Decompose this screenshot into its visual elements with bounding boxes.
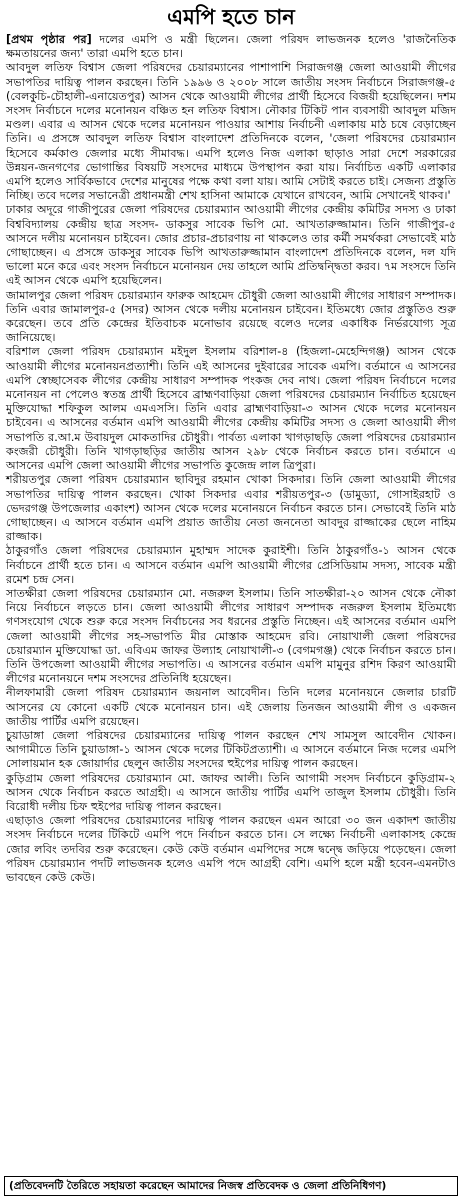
paragraph: বরিশাল জেলা পরিষদ চেয়ারম্যান মইদুল ইসলাম বরিশাল-৪ (হিজলা-মেহেন্দিগঞ্জ) আসন থেকে আওয়ামী লীগের মনোনয়নপ্রত্যাশী। তিনি এই আসনের দুইবারের সাবেক এমপি। বর্তমানে এ আসনের এমপি স্বেচ্ছাসেবক লীগের কেন্দ্রীয় সাধারণ সম্পাদক পংকজ দেব নাথ। জেলা পরিষদ নির্বাচনে দলের মনোনয়ন না পেলেও স্বতন্ত্র প্রার্থী হিসেবে ব্রাহ্মণবাড়িয়া জেলা পরিষদের চেয়ারম্যান নির্বাচিত হয়েছেন মুক্তিযোদ্ধা শফিকুল আলম এমএসসি। তিনি এবার ব্রাহ্মণবাড়িয়া-৩ আসন থেকে দলের মনোনয়ন চাইবেন। এ আসনের বর্তমান এমপি আওয়ামী লীগের কেন্দ্রীয় কমিটির সদস্য ও জেলা আওয়ামী লীগ সভাপতি র.আ.ম উবায়দুল মোকতাদির চৌধুরী। পার্বত্য এলাকা খাগড়াছড়ি জেলা পরিষদের চেয়ারম্যান কংজরী চৌধুরী। তিনি খাগড়াছড়ির জাতীয় আসন ২৯৮ থেকে নির্বাচন করতে চান। বর্তমানে এ আসনের এমপি জেলা আওয়ামী লীগের সভাপতি কুজেন্দ্র লাল ত্রিপুরা। [6, 345, 456, 473]
paragraph: চুয়াডাঙ্গা জেলা পরিষদের চেয়ারম্যানের দায়িত্ব পালন করছেন শেখ সামসুল আবেদীন খোকন। আগামীতে তিনি চুয়াডাঙ্গা-১ আসন থেকে দলের টিকিটপ্রত্যাশী। এ আসনে বর্তমানে নিজ দলের এমপি সোলায়মান হক জোয়ার্দার ছেলুন জাতীয় সংসদের হুইপের দায়িত্ব পালন করছেন। [6, 728, 456, 771]
paragraph-text: দলের এমপি ও মন্ত্রী ছিলেন। জেলা পরিষদ লাভজনক হলেও 'রাজনৈতিক ক্ষমতায়নের জন্য' তারা এমপি হতে চান। [6, 33, 456, 61]
paragraph: সাতক্ষীরা জেলা পরিষদের চেয়ারম্যান মো. নজরুল ইসলাম। তিনি সাতক্ষীরা-২০ আসন থেকে নৌকা নিয়ে নির্বাচনে লড়তে চান। জেলা আওয়ামী লীগের সাধারণ সম্পাদক নজরুল ইসলাম ইতিমধ্যে গণসংযোগ থেকে শুরু করে সংসদ নির্বাচনের সব ধরনের প্রস্তুতি নিচ্ছেন। এই আসনের বর্তমান এমপি জেলা আওয়ামী লীগের সহ-সভাপতি মীর মোস্তাক আহমেদ রবি। নোয়াখালী জেলা পরিষদের চেয়ারম্যান মুক্তিযোদ্ধা ডা. এবিএম জাফর উল্যাহ নোয়াখালী-৩ (বেগমগঞ্জ) থেকে নির্বাচন করতে চান। তিনি উপজেলা আওয়ামী লীগের সভাপতি। এ আসনের বর্তমান এমপি মামুনুর রশিদ কিরণ আওয়ামী লীগের মনোনয়নে দশম সংসদের প্রতিনিধি হয়েছেন। [6, 586, 456, 686]
paragraph: নীলফামারী জেলা পরিষদ চেয়ারম্যান জয়নাল আবেদীন। তিনি দলের মনোনয়নে জেলার চারটি আসনের যে কোনো একটি থেকে মনোনয়ন চান। এই জেলায় তিনজন আওয়ামী লীগ ও একজন জাতীয় পার্টির এমপি রয়েছেন। [6, 686, 456, 728]
paragraph: এছাড়াও জেলা পরিষদের চেয়ারম্যানের দায়িত্ব পালন করছেন এমন আরো ৩০ জন একাদশ জাতীয় সংসদ নির্বাচনে দলের টিকিটে এমপি পদে নির্বাচন করতে চান। সে লক্ষ্যে নির্বাচনী এলাকাসহ কেন্দ্রে জোর লবিং তদবির শুরু করেছেন। কেউ কেউ বর্তমান এমপিদের সঙ্গে দ্বন্দ্বে জড়িয়ে পড়েছেন। জেলা পরিষদ চেয়ারম্যান পদটি লাভজনক হলেও এমপি পদে আগ্রহী বেশি। এমপি হলে মন্ত্রী হবেন-এমনটাও ভাবছেন কেউ কেউ। [6, 814, 456, 884]
article-body [6, 33, 456, 885]
credit-note: (প্রতিবেদনটি তৈরিতে সহায়তা করেছেন আমাদের নিজস্ব প্রতিবেদক ও জেলা প্রতিনিধিগণ) [4, 1176, 458, 1196]
paragraph: আবদুল লতিফ বিশ্বাস জেলা পরিষদের চেয়ারম্যানের পাশাপাশি সিরাজগঞ্জ জেলা আওয়ামী লীগের সভাপতির দায়িত্ব পালন করছেন। তিনি ১৯৯৬ ও ২০০৮ সালে জাতীয় সংসদ নির্বাচনে সিরাজগঞ্জ-৫ (বেলকুচি-চৌহালী-এনায়েতপুর) আসন থেকে আওয়ামী লীগের প্রার্থী হিসেবে বিজয়ী হয়েছিলেন। দশম সংসদ নির্বাচনে দলের মনোনয়ন বঞ্চিত হন লতিফ বিশ্বাস। নৌকার টিকিট পান ব্যবসায়ী আবদুল মজিদ মণ্ডল। এবার এ আসন থেকে দলের মনোনয়ন পাওয়ার আশায় নির্বাচনী এলাকায় মাঠ চষে বেড়াচ্ছেন তিনি। এ প্রসঙ্গে আবদুল লতিফ বিশ্বাস বাংলাদেশ প্রতিদিনকে বলেন, 'জেলা পরিষদের চেয়ারম্যান হিসেবে কর্মকাণ্ড জেলার মধ্যে সীমাবদ্ধ। এমপি হলেও নিজ এলাকা ছাড়াও সারা দেশে সরকারের উন্নয়ন-জনগণের ভোগান্তির বিষয়টি সংসদের মাধ্যমে উপস্থাপন করা যায়। নির্বাচিত একটি এলাকার এমপি হলেও সার্বিকভাবে দেশের মানুষের পক্ষে কথা বলা যায়। আমি সেটাই করতে চাই। সেজন্য প্রস্তুতি নিচ্ছি। তবে দলের সভানেত্রী প্রধানমন্ত্রী শেখ হাসিনা আমাকে যেখানে রাখবেন, আমি সেখানেই থাকব।' [6, 61, 456, 203]
paragraph: শরীয়তপুর জেলা পরিষদ চেয়ারম্যান ছাবিদুর রহমান খোকা সিকদার। তিনি জেলা আওয়ামী লীগের সভাপতির দায়িত্ব পালন করছেন। খোকা সিকদার এবার শরীয়তপুর-৩ (ডামুড্যা, গোসাইরহাট ও ভেদরগঞ্জ উপজেলার একাংশ) আসন থেকে দলের মনোনয়নে নির্বাচন করতে চান। সেভাবেই তিনি মাঠ গোছাচ্ছেন। এ আসনে বর্তমান এমপি প্রয়াত জাতীয় নেতা জননেতা আবদুর রাজ্জাকের ছেলে নাহিম রাজ্জাক। [6, 473, 456, 544]
paragraph: জামালপুর জেলা পরিষদ চেয়ারম্যান ফারুক আহমেদ চৌধুরী জেলা আওয়ামী লীগের সাধারণ সম্পাদক। তিনি এবার জামালপুর-৫ (সদর) আসন থেকে দলীয় মনোনয়ন চাইবেন। ইতিমধ্যে জোর প্রস্তুতিও শুরু করেছেন। তবে প্রতি কেন্দ্রের ইতিবাচক মনোভাব রয়েছে বলেও দলের একাধিক নির্ভরযোগ্য সূত্র জানিয়েছে। [6, 288, 456, 345]
headline: এমপি হতে চান [167, 5, 295, 29]
paragraph: ঢাকার অদূরে গাজীপুরের জেলা পরিষদের চেয়ারম্যান আওয়ামী লীগের কেন্দ্রীয় কমিটির সদস্য ও ঢাকা বিশ্ববিদ্যালয় কেন্দ্রীয় ছাত্র সংসদ- ডাকসুর সাবেক ভিপি মো. আখতারুজ্জামান। তিনি গাজীপুর-৫ আসনে দলীয় মনোনয়ন চাইবেন। জোর প্রচার-প্রচারণায় না থাকলেও তার কর্মী সমর্থকরা সেভাবেই মাঠ গোছাচ্ছেন। এ প্রসঙ্গে ডাকসুর সাবেক ভিপি আখতারুজ্জামান বাংলাদেশ প্রতিদিনকে বলেন, দল যদি ভালো মনে করে এবং সংসদ নির্বাচনে মনোনয়ন দেয় তাহলে আমি প্রতিদ্বন্দ্বিতা করব। ৭ম সংসদে তিনি এই আসন থেকে এমপি হয়েছিলেন। [6, 203, 456, 288]
paragraph: ঠাকুরগাঁও জেলা পরিষদের চেয়ারম্যান মুহাম্মদ সাদেক কুরাইশী। তিনি ঠাকুরগাঁও-১ আসন থেকে নির্বাচনে প্রার্থী হতে চান। এ আসনে বর্তমান এমপি আওয়ামী লীগের প্রেসিডিয়াম সদস্য, সাবেক মন্ত্রী রমেশ চন্দ্র সেন। [6, 544, 456, 586]
continued-tag: [প্রথম পৃষ্ঠার পর] [6, 33, 92, 46]
paragraph-lead [6, 33, 456, 61]
paragraph: কুড়িগ্রাম জেলা পরিষদের চেয়ারম্যান মো. জাফর আলী। তিনি আগামী সংসদ নির্বাচনে কুড়িগ্রাম-২ আসন থেকে নির্বাচন করতে আগ্রহী। এ আসনে জাতীয় পার্টির এমপি তাজুল ইসলাম চৌধুরী। তিনি বিরোধী দলীয় চিফ হুইপের দায়িত্ব পালন করছেন। [6, 771, 456, 813]
